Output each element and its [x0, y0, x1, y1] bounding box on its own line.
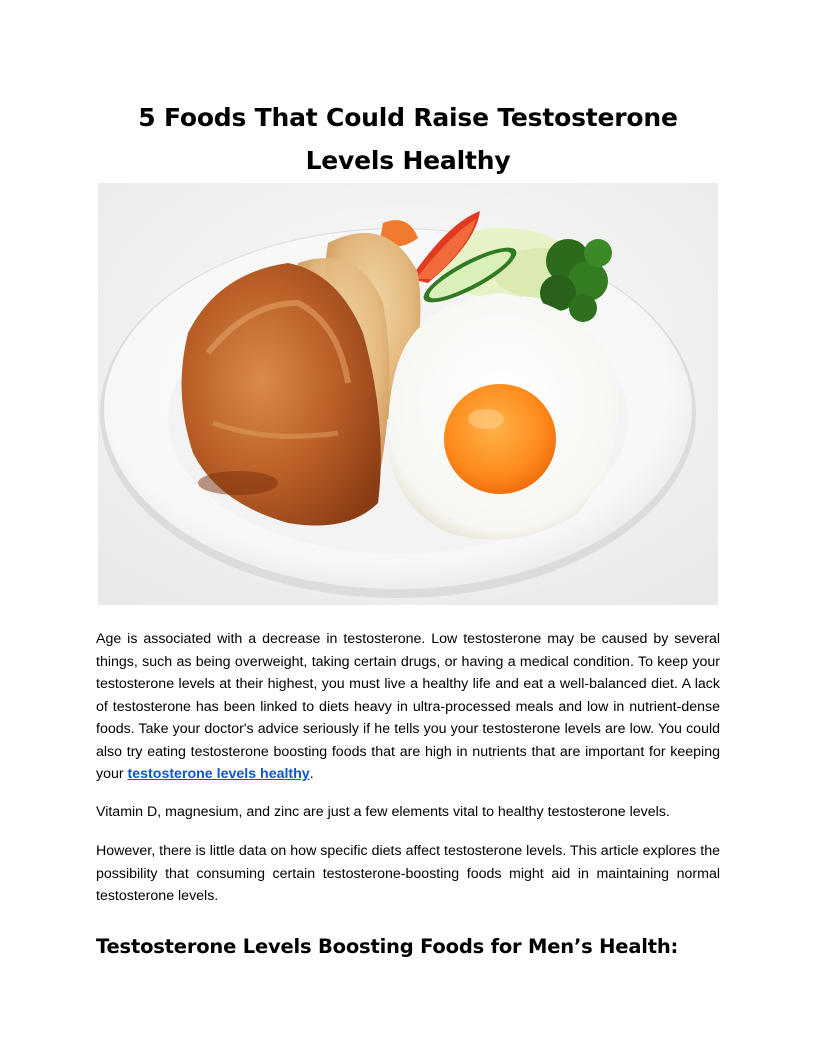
nutrients-paragraph: Vitamin D, magnesium, and zinc are just a few elements vital to healthy testosterone levels.: [96, 804, 670, 820]
testosterone-levels-healthy-link[interactable]: testosterone levels healthy: [127, 766, 310, 782]
article-title: 5 Foods That Could Raise Testosterone Levels Healthy: [138, 103, 678, 175]
food-plate-image: [98, 183, 718, 605]
plate-illustration: [98, 183, 718, 605]
data-paragraph: However, there is little data on how specific diets affect testosterone levels. This article explores the possibility that consuming certain testosterone-boosting foods might aid in maintaining normal testosterone levels.: [96, 843, 720, 904]
intro-paragraph-text: Age is associated with a decrease in testosterone. Low testosterone may be caused by several things, such as being overweight, taking certain drugs, or having a medical condition. To keep your testosterone levels at their highest, you must live a healthy life and eat a well-balanced diet. A lack of testosterone has been linked to diets heavy in ultra-processed meals and low in nutrient-dense foods. Take your doctor's advice seriously if he tells you your testosterone levels are low. You could also try eating testosterone boosting foods that are high in nutrients that are important for keeping your: [96, 631, 720, 782]
intro-paragraph: [96, 628, 720, 786]
section-heading: Testosterone Levels Boosting Foods for Men’s Health:: [96, 935, 679, 958]
intro-paragraph-end: .: [309, 766, 314, 782]
